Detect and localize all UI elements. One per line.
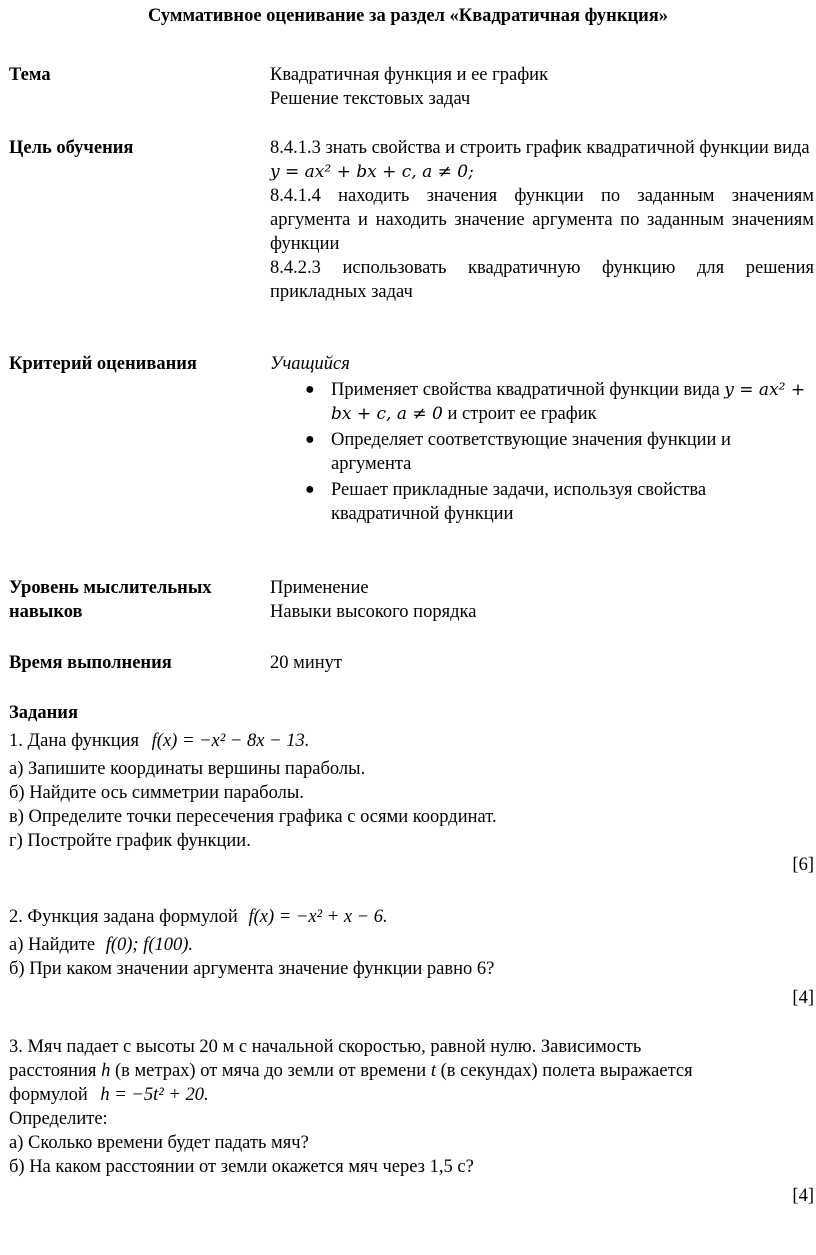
task-3-a: а) Сколько времени будет падать мяч? xyxy=(9,1133,309,1153)
task-3-b: б) На каком расстоянии от земли окажется мяч через 1,5 с? xyxy=(9,1157,474,1177)
thinking-label: Уровень мыслительных навыков xyxy=(9,578,212,622)
task-1-score: [6] xyxy=(792,855,814,875)
document-title: Суммативное оценивание за раздел «Квадратичная функция» xyxy=(147,6,669,26)
task-3-formula: h = −5t² + 20. xyxy=(100,1085,209,1105)
task-1 xyxy=(9,729,814,853)
task-1-formula: f(x) = −x² − 8x − 13. xyxy=(151,731,310,751)
task-2-b: б) При каком значении аргумента значение функции равно 6? xyxy=(9,959,495,979)
task-2-score: [4] xyxy=(792,988,814,1008)
task-3-line-1: 3. Мяч падает с высоты 20 м с начальной скоростью, равной нулю. Зависимость xyxy=(9,1037,642,1057)
goal-item-1-formula: y = ax² + bx + c, a ≠ 0; xyxy=(270,162,474,182)
task-3-score: [4] xyxy=(792,1186,814,1206)
bullet-icon: ● xyxy=(305,481,315,498)
criteria-bullet: ● Применяет свойства квадратичной функции вида y = ax² + bx + c, a ≠ 0 и строит ее график xyxy=(305,380,806,424)
topic-content xyxy=(270,63,814,111)
topic-line: Квадратичная функция и ее график xyxy=(270,65,549,85)
criteria-bullet: ● Определяет соответствующие значения функции и аргумента xyxy=(305,430,731,474)
goal-label: Цель обучения xyxy=(9,138,134,158)
criteria-bullet: ● Решает прикладные задачи, используя свойства квадратичной функции xyxy=(305,480,707,524)
topic-label: Тема xyxy=(9,65,51,85)
task-3 xyxy=(9,1035,814,1179)
task-1-b: б) Найдите ось симметрии параболы. xyxy=(9,783,304,803)
goal-item-2: 8.4.1.4 находить значения функции по заданным значениям аргумента и находить значение аргумента по заданным значениям функции xyxy=(270,186,814,254)
thinking-line: Навыки высокого порядка xyxy=(270,602,477,622)
time-label: Время выполнения xyxy=(9,653,172,673)
topic-line: Решение текстовых задач xyxy=(270,89,471,109)
task-2 xyxy=(9,905,814,981)
tasks-heading: Задания xyxy=(9,703,78,723)
bullet-icon: ● xyxy=(305,381,315,398)
task-1-a: а) Запишите координаты вершины параболы. xyxy=(9,759,366,779)
task-2-formula: f(x) = −x² + x − 6. xyxy=(248,907,388,927)
task-2-intro: 2. Функция задана формулой f(x) = −x² + x − 6. xyxy=(9,907,388,927)
criteria-content xyxy=(270,352,814,528)
criteria-list xyxy=(270,378,814,526)
goal-item-3: 8.4.2.3 использовать квадратичную функцию для решения прикладных задач xyxy=(270,258,814,302)
task-1-d: г) Постройте график функции. xyxy=(9,831,251,851)
thinking-content xyxy=(270,576,814,624)
task-1-c: в) Определите точки пересечения графика с осями координат. xyxy=(9,807,497,827)
goal-content xyxy=(270,136,814,304)
criteria-subject: Учащийся xyxy=(270,354,350,374)
task-3-line-2: расстояния h (в метрах) от мяча до земли от времени t (в секундах) полета выражается xyxy=(9,1061,693,1081)
task-1-intro: 1. Дана функция f(x) = −x² − 8x − 13. xyxy=(9,731,310,751)
criteria-label: Критерий оценивания xyxy=(9,354,197,374)
time-value: 20 минут xyxy=(270,653,342,673)
task-3-line-3: формулой h = −5t² + 20. xyxy=(9,1085,209,1105)
goal-item-1: 8.4.1.3 знать свойства и строить график квадратичной функции вида xyxy=(270,138,810,158)
task-2-a: а) Найдите f(0); f(100). xyxy=(9,935,194,955)
thinking-line: Применение xyxy=(270,578,369,598)
bullet-icon: ● xyxy=(305,431,315,448)
task-3-determine: Определите: xyxy=(9,1109,108,1129)
